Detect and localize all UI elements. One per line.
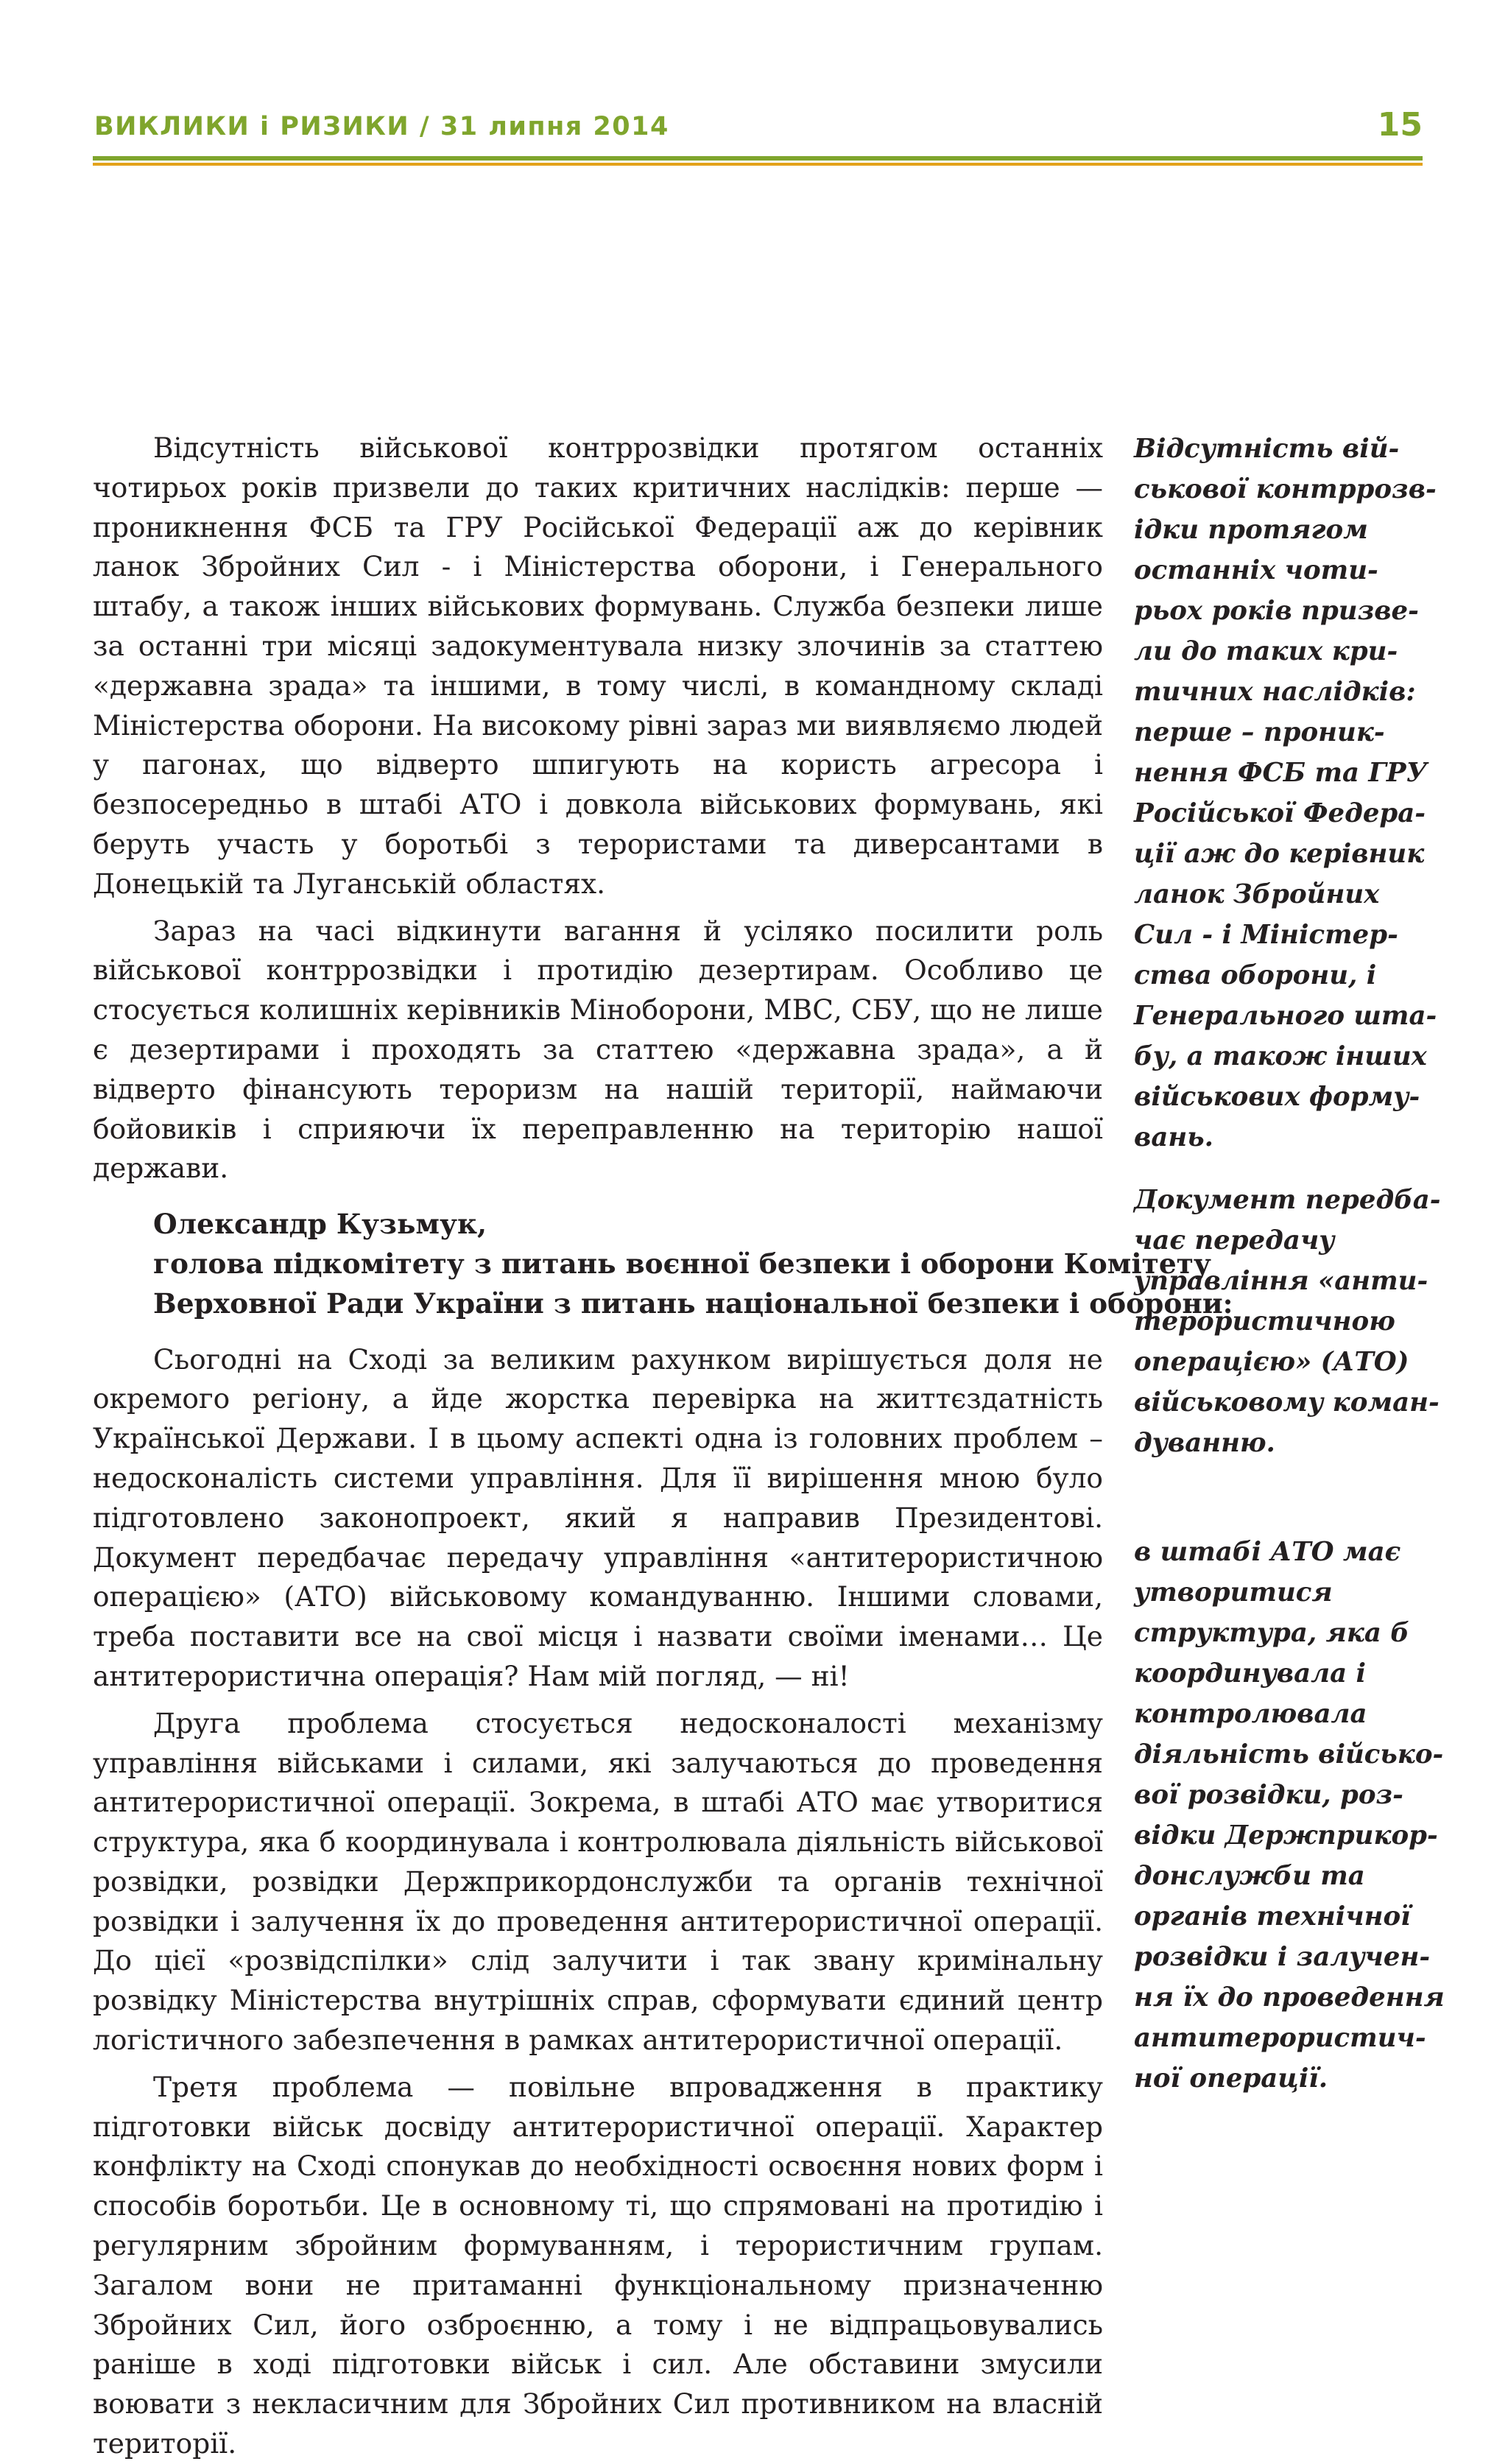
author-position: голова підкомітету з питань воєнної безпеки і оборони Комітету (153, 1247, 1211, 1280)
pull-quote-line: нення ФСБ та ГРУ (1134, 758, 1428, 788)
pull-quote-line: ня їх до проведення (1134, 1982, 1445, 2013)
header-rule-green (93, 156, 1423, 161)
pull-quote-line: в штабі АТО має (1134, 1537, 1401, 1567)
body-paragraph: Зараз на часі відкинути вагання й усіляко посилити роль військової контррозвідки і протидію дезертирам. Особливо це стосується колишніх керівників Міноборони, МВС, СБУ, що не лише є дезертирами і проходять за статтею «державна зрада», а й відверто фінансують тероризм на нашій території, наймаючи бойовиків і сприяючи їх переправленню на територію нашої держави. (93, 914, 1103, 1185)
pull-quote-line: утворитися (1134, 1577, 1333, 1608)
pull-quote-line: військових форму- (1134, 1082, 1420, 1112)
pull-quote-line: рьох років призве- (1134, 596, 1419, 626)
pull-quote-line: Відсутність вій- (1134, 434, 1400, 464)
pull-quote-line: Документ передба- (1134, 1185, 1441, 1215)
pull-quote-line: розвідки і залучен- (1134, 1942, 1431, 1972)
pull-quote-line: вань. (1134, 1122, 1213, 1152)
pull-quote-line: перше – проник- (1134, 717, 1385, 747)
pull-quote-line: тичних наслідків: (1134, 677, 1416, 707)
page-number: 15 (1377, 106, 1423, 144)
pull-quote-line: ства оборони, і (1134, 960, 1377, 990)
pull-quote-line: ції аж до керівник (1134, 839, 1425, 869)
pull-quote-line: Генерального шта- (1134, 1001, 1437, 1031)
pull-quote-line: ськової контррозв- (1134, 474, 1437, 504)
pull-quote-line: антитерористич- (1134, 2023, 1426, 2053)
body-paragraph: Відсутність військової контррозвідки протягом останніх чотирьох років призвели до таких критичних наслідків: перше — проникнення ФСБ та ГРУ Російської Федерації аж до керівник ланок Збройних Сил - і Міністерства оборони, і Генерального штабу, а також інших військових формувань. Служба безпеки лише за останні три місяці задокументувала низку злочинів за статтею «державна зрада» та іншими, в тому числі, в командному складі Міністерства оборони. На високому рівні зараз ми виявляємо людей у пагонах, що відверто шпигують на користь агресора і безпосередньо в штабі АТО і довкола військових формувань, які беруть участь у боротьбі з терористами та диверсантами в Донецькій та Луганській областях. (93, 432, 1103, 900)
pull-quote-line: ідки протягом (1134, 515, 1368, 545)
author-byline (153, 1205, 1233, 1323)
article-body (93, 429, 1233, 2464)
page-header (93, 106, 1423, 153)
pull-quote-line: чає передачу (1134, 1225, 1335, 1256)
pull-quote-line: органів технічної (1134, 1901, 1411, 1932)
body-paragraph: Сьогодні на Сході за великим рахунком вирішується доля не окремого регіону, а йде жорстка перевірка на життєздатність Української Держави. І в цьому аспекті одна із головних проблем – недосконалість системи управління. Для її вирішення мною було підготовлено законопроект, який я направив Президентові. Документ передбачає передачу управління «антитерористичною операцією» (АТО) військовому командуванню. Іншими словами, треба поставити все на свої місця і назвати своїми іменами… Це антитерористична операція? Нам мій погляд, — ні! (93, 1342, 1103, 1692)
pull-quote-line: вої розвідки, роз- (1134, 1780, 1403, 1810)
pull-quote-line: ли до таких кри- (1134, 636, 1398, 666)
body-paragraph: Третя проблема — повільне впровадження в практику підготовки військ досвіду антитерористичної операції. Характер конфлікту на Сході спонукав до необхідності освоєння нових форм і способів боротьби. Це в основному ті, що спрямовані на протидію і регулярним збройним формуванням, і терористичним групам. Загалом вони не притаманні функціональному призначенню Збройних Сил, його озброєнню, а тому і не відпрацьовувались раніше в ході підготовки військ і сил. Але обставини змусили воювати з некласичним для Збройних Сил противником на власній території. (93, 2070, 1103, 2460)
pull-quote-line: бу, а також інших (1134, 1041, 1427, 1071)
pull-quote-line: донслужби та (1134, 1861, 1365, 1891)
pull-quote-line: операцією» (АТО) (1134, 1347, 1409, 1377)
pull-quote-line: структура, яка б (1134, 1618, 1409, 1648)
pull-quote-line: координувала і (1134, 1658, 1366, 1689)
running-head: ВИКЛИКИ і РИЗИКИ / 31 липня 2014 (94, 112, 669, 141)
author-name: Олександр Кузьмук, (153, 1208, 487, 1241)
pull-quote-line: управління «анти- (1134, 1266, 1428, 1296)
pull-quote-line: терористичною (1134, 1306, 1395, 1337)
author-position-cont: Верховної Ради України з питань національної безпеки і оборони: (153, 1286, 1233, 1320)
pull-quote-line: військовому коман- (1134, 1387, 1440, 1418)
pull-quote-line: відки Держприкор- (1134, 1820, 1438, 1851)
pull-quote-line: ної операції. (1134, 2063, 1328, 2094)
pull-quote-line: дуванню. (1134, 1428, 1275, 1458)
header-rule-orange (93, 163, 1423, 166)
pull-quote-line: контролювала (1134, 1699, 1367, 1729)
pull-quote-line: Російської Федера- (1134, 798, 1426, 828)
body-paragraph: Друга проблема стосується недосконалості механізму управління військами і силами, які залучаються до проведення антитерористичної операції. Зокрема, в штабі АТО має утворитися структура, яка б координувала і контролювала діяльність військової розвідки, розвідки Держприкордонслужби та органів технічної розвідки і залучення їх до проведення антитерористичної операції. До цієї «розвідспілки» слід залучити і так звану кримінальну розвідку Міністерства внутрішніх справ, сформувати єдиний центр логістичного забезпечення в рамках антитерористичної операції. (93, 1706, 1103, 2057)
pull-quote-1 (1134, 429, 1437, 1158)
pull-quote-line: ланок Збройних (1134, 879, 1380, 909)
pull-quote-2 (1134, 1180, 1441, 1463)
pull-quote-3 (1134, 1532, 1445, 2099)
pull-quote-line: діяльність військо- (1134, 1739, 1444, 1770)
pull-quote-line: Сил - і Міністер- (1134, 920, 1398, 950)
pull-quote-line: останніх чоти- (1134, 555, 1378, 585)
